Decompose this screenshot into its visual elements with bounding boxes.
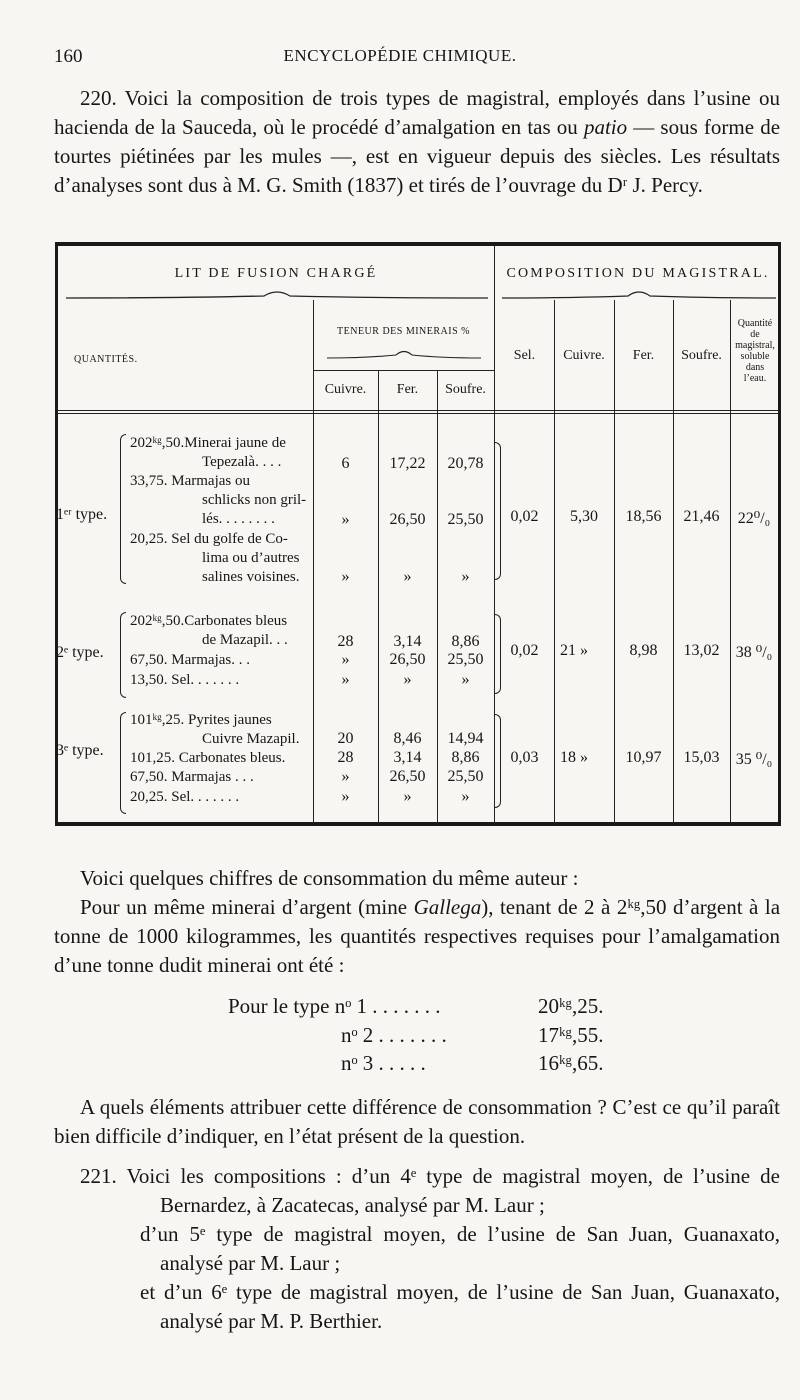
header-soluble-line: magistral, [735,340,775,351]
cell-fer: » [403,788,412,805]
header-soluble-quantity [731,318,779,384]
row-desc [130,612,288,650]
comp-soufre: 15,03 [683,749,720,766]
cell-cuivre: 28 [337,749,354,766]
cell-cuivre: » [341,671,350,688]
sub-header-cuivre: Cuivre. [324,382,367,397]
paragraph-221-line3: et d’un 6ᵉ type de magistral moyen, de l’usine de San Juan, Guanaxato, analysé par M. P. Berthier. [140,1280,780,1333]
running-header [54,46,746,72]
magistral-composition-table [55,242,781,826]
paragraph-221-line2: d’un 5ᵉ type de magistral moyen, de l’usine de San Juan, Guanaxato, analysé par M. Laur ; [140,1222,780,1275]
type-brace [120,434,126,584]
row-desc [130,749,285,768]
col-line [673,300,674,822]
sub-header-fer: Fer. [396,382,419,397]
desc-line: 202ᵏᵍ,50.Minerai jaune de [130,435,286,451]
desc-text: 33,75. Marmajas ou [130,473,250,489]
comp-soluble: 38 ⁰/₀ [735,644,773,661]
consumption-label: nᵒ 3 . . . . . [341,1051,426,1075]
desc-line: 20,25. Sel. . . . . . . [130,789,240,805]
patio-term: patio [583,115,628,139]
cell-fer: » [403,568,412,585]
cell-cuivre: 28 [337,633,354,650]
cell-cuivre: » [341,651,350,668]
cell-soufre: 25,50 [447,768,484,785]
cell-soufre: 8,86 [451,749,480,766]
type-label: 2ᵉ type. [56,644,104,661]
paragraph-text: Voici la composition de trois types de magistral, employés dans l’usine ou hacienda de la Sauceda, où le procédé d’amalgation en tas ou [54,86,780,139]
col-line [554,300,555,822]
cell-fer: 26,50 [389,511,426,528]
mine-name: Gallega [413,895,482,919]
page-number: 160 [54,46,83,67]
comp-sel: 0,02 [510,642,539,659]
left-title: LIT DE FUSION CHARGÉ [174,266,378,281]
desc-line: salines voisines. [202,569,300,585]
row-desc [130,530,300,587]
comp-fer: 8,98 [629,642,658,659]
desc-line [130,472,306,491]
comp-fer: 18,56 [625,508,662,525]
desc-line: 67,50. Marmajas . . . [130,769,254,785]
header-cuivre: Cuivre. [563,348,605,363]
paragraph-text-rest: — sous forme de tourtes piétinées par les mules —, est en vigueur depuis des siècles. Les résultats d’analyses sont dus à M. G. Smith (1837) et tirés de l’ouvrage du Dʳ J. Percy. [54,115,781,197]
type-brace [120,612,126,698]
right-title-rule [500,288,778,302]
right-title: COMPOSITION DU MAGISTRAL. [506,266,770,281]
consumption-row [228,994,441,1019]
desc-line: Cuivre Mazapil. [202,731,300,747]
desc-line: 20,25. Sel du golfe de Co- [130,531,288,547]
paragraph-220 [54,84,780,200]
header-bottom-line [58,410,778,411]
comp-fer: 10,97 [625,749,662,766]
left-title-rule [64,288,490,302]
comp-cuivre: 5,30 [570,508,598,525]
running-title: ENCYCLOPÉDIE CHIMIQUE. [283,46,517,65]
desc-line: 101,25. Carbonates bleus. [130,750,286,766]
sub-header-soufre: Soufre. [445,382,486,397]
desc-line: 101ᵏᵍ,25. Pyrites jaunes [130,712,272,728]
teneur-header: TENEUR DES MINERAIS % [337,326,470,337]
comp-soufre: 21,46 [683,508,720,525]
comp-sel: 0,03 [510,749,539,766]
cell-soufre: 14,94 [447,730,484,747]
cell-soufre: » [461,671,470,688]
desc-line: lima ou d’autres [202,550,300,566]
cell-fer: 17,22 [389,455,426,472]
header-soluble-line: soluble [740,351,770,362]
comp-cuivre: 21 » [560,642,588,659]
cell-cuivre: » [341,511,350,528]
comp-sel: 0,02 [510,508,539,525]
desc-line: de Mazapil. . . [202,632,288,648]
header-soufre: Soufre. [681,348,722,363]
row-desc [130,711,299,749]
desc-line: lés. . . . . . . . [202,511,275,527]
desc-line: Tepezalà. . . . [202,454,282,470]
paragraph-text-rest: ), tenant de 2 à 2ᵏᵍ,50 d’argent à la tonne de 1000 kilogrammes, les quantités respectives requises pour l’amalgamation d’une tonne dudit minerai ont été : [54,895,781,977]
desc-line: 202ᵏᵍ,50.Carbonates bleus [130,613,288,629]
consumption-label: nᵒ 2 . . . . . . . [341,1023,447,1047]
cell-soufre: 25,50 [447,511,484,528]
paragraph-number: 221. [80,1164,117,1188]
question-paragraph: A quels éléments attribuer cette différence de consommation ? C’est ce qu’il paraît bien difficile d’indiquer, en l’état présent de la question. [54,1095,780,1148]
cell-soufre: 20,78 [447,455,484,472]
row-desc [130,472,306,529]
row-desc [130,788,239,807]
row-desc [130,651,250,670]
paragraph-221 [80,1162,780,1336]
consumption-label: Pour le type nᵒ 1 . . . . . . . [228,994,441,1018]
cell-fer: 3,14 [393,633,422,650]
comp-cuivre: 18 » [560,749,588,766]
consumption-value: 17ᵏᵍ,55. [538,1023,604,1047]
type-brace [120,712,126,814]
cell-cuivre: 6 [341,455,350,472]
header-soluble-line: l’eau. [743,373,767,384]
consumption-intro: Voici quelques chiffres de consommation du même auteur : [80,866,579,890]
cell-fer: 26,50 [389,768,426,785]
col-line [614,300,615,822]
cell-fer: » [403,671,412,688]
paragraph-221-line1 [80,1162,780,1220]
cell-cuivre: » [341,788,350,805]
paragraph-text: Voici les compositions : d’un 4ᵉ type de magistral moyen, de l’usine de Bernardez, à Zacatecas, analysé par M. Laur ; [126,1164,780,1217]
comp-soluble: 35 ⁰/₀ [735,751,773,768]
header-sel: Sel. [513,348,536,363]
consumption-value: 16ᵏᵍ,65. [538,1051,604,1075]
header-soluble-line: dans [745,362,765,373]
row-desc [130,671,239,690]
desc-line: 13,50. Sel. . . . . . . [130,672,240,688]
sub-header-line [313,370,494,371]
consumption-paragraph [54,893,780,980]
cell-fer: 26,50 [389,651,426,668]
comp-soufre: 13,02 [683,642,720,659]
comp-soluble: 22⁰/₀ [737,510,771,527]
paragraph-text: Pour un même minerai d’argent (mine [80,895,408,919]
header-soluble-line: de [750,329,760,340]
cell-soufre: 8,86 [451,633,480,650]
row-desc [130,434,286,472]
cell-cuivre: 20 [337,730,354,747]
desc-line: 67,50. Marmajas. . . [130,652,250,668]
cell-soufre: 25,50 [447,651,484,668]
header-soluble-line: Quantité [737,318,773,329]
cell-soufre: » [461,788,470,805]
desc-line: schlicks non gril- [202,492,307,508]
header-fer: Fer. [632,348,655,363]
teneur-brace [326,346,482,360]
consumption-value: 20ᵏᵍ,25. [538,994,604,1018]
paragraph-number: 220. [80,86,117,110]
cell-cuivre: » [341,568,350,585]
cell-fer: 3,14 [393,749,422,766]
quantities-header: QUANTITÉS. [74,354,138,365]
header-bottom-line [58,413,778,414]
type-label: 1ᵉʳ type. [56,506,108,523]
cell-cuivre: » [341,768,350,785]
cell-fer: 8,46 [393,730,422,747]
type-label: 3ᵉ type. [56,742,104,759]
cell-soufre: » [461,568,470,585]
row-desc [130,768,254,787]
